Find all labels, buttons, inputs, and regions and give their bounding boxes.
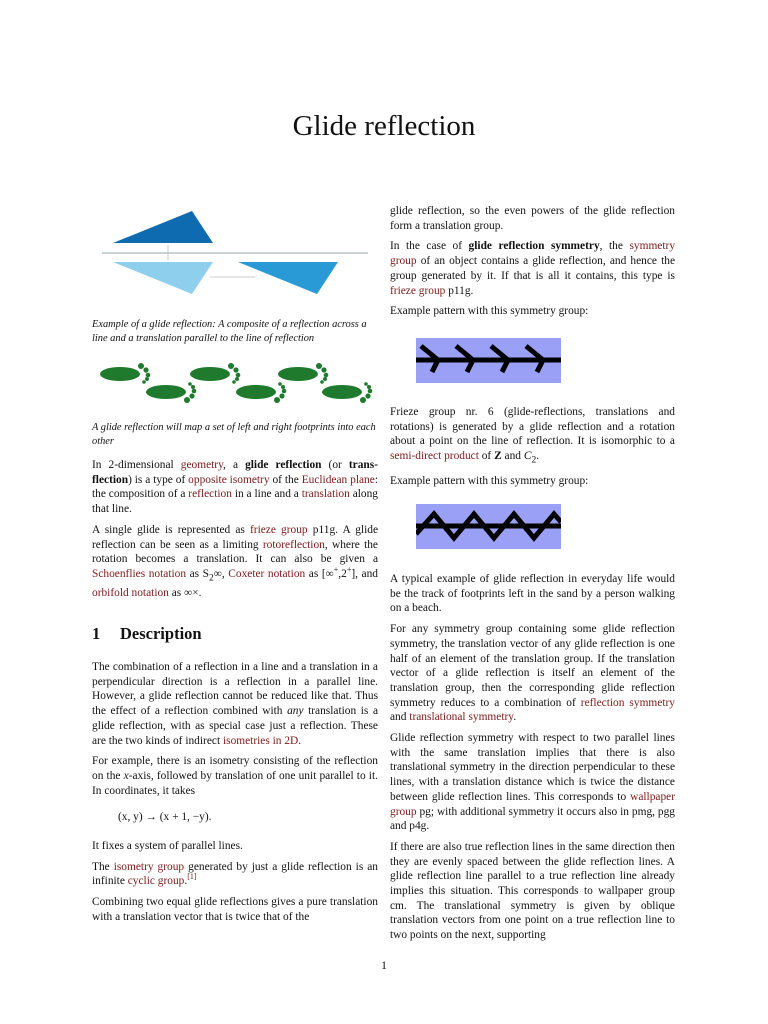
section-heading-description [92, 624, 202, 644]
link-translational-symmetry[interactable]: translational symmetry [409, 711, 514, 724]
link-orbifold-notation[interactable]: orbifold notation [92, 586, 169, 599]
link-euclidean-plane[interactable]: Euclidean plane [301, 473, 375, 486]
frieze-pattern-p11g [416, 338, 561, 383]
footprint-left [322, 382, 372, 403]
link-rotoreflection[interactable]: rotoreflection [262, 538, 325, 551]
link-reflection[interactable]: reflection [188, 488, 232, 501]
right-paragraph-6: Glide reflection symmetry with respect to two parallel lines with the same translation implies that there is also translational symmetry in the direction perpendicular to these lines, with a translation distance which is twice the distance between glide reflection lines. This corresponds to wallpaper group pg; with additional symmetry it occurs also in pmg, pgg and p4g. [390, 732, 675, 833]
description-paragraph-5: Combining two equal glide reflections gives a pure translation with a translation vector that is twice that of the [92, 896, 378, 923]
link-frieze-group[interactable]: frieze group [250, 523, 308, 536]
translated-triangle [238, 262, 338, 294]
right-column-text-bottom [390, 572, 675, 949]
original-triangle [113, 211, 213, 243]
link-schoenflies-notation[interactable]: Schoenflies notation [92, 567, 187, 580]
right-paragraph-4: A typical example of glide reflection in everyday life would be the track of footprints left in the sand by a person walking on a beach. [390, 573, 675, 615]
right-paragraph-7: If there are also true reflection lines in the same direction then they are evenly spaced between the glide reflection lines. A glide reflection line parallel to a true reflection line already implies this situation. This corresponds to wallpaper group cm. The translational symmetry is given by oblique translation vectors from one point on a true reflection line to two points on the next, supporting [390, 840, 675, 942]
description-paragraph-1: The combination of a reflection in a line and a translation in a perpendicular direction is a reflection in a parallel line. However, a glide reflection cannot be reduced like that. Thus the effect of a reflection combined with any translation is a glide reflection, with as special case just a reflection. These are the two kinds of indirect isometries in 2D. [92, 661, 378, 747]
link-geometry[interactable]: geometry [180, 459, 224, 471]
link-coxeter-notation[interactable]: Coxeter notation [228, 567, 306, 580]
description-paragraph-3: It fixes a system of parallel lines. [92, 840, 243, 853]
description-text [92, 660, 378, 931]
page-number: 1 [381, 958, 387, 972]
link-isometries-in-2d[interactable]: isometries in 2D [222, 734, 299, 747]
intro-text [92, 458, 378, 607]
intro-paragraph-2: A single glide is represented as frieze group p11g. A glide reflection can be seen as a limiting rotoreflection, where the rotation becomes a translation. It can also be given a Schoenflies notation as $S_2\infty$, Coxeter notation as [∞+,2+], and orbifold notation as ∞×. [92, 523, 379, 599]
footprint-right [100, 363, 150, 384]
footprints-diagram [96, 358, 386, 410]
right-paragraph-1: glide reflection, so the even powers of the glide reflection form a translation group. [390, 205, 675, 232]
footprint-left [236, 382, 286, 403]
right-paragraph-5: For any symmetry group containing some glide reflection symmetry, the translation vector of any glide reflection is one half of an element of the translation group. If the translation vector of a glide reflection is itself an element of the translation group, then the corresponding glide reflection symmetry reduces to a combination of reflection symmetry and translational symmetry. [390, 623, 675, 724]
right-paragraph-2: In the case of glide reflection symmetry, the symmetry group of an object contains a glide reflection, and hence the group generated by it. If that is all it contains, this type is frieze group p11g. [390, 240, 676, 297]
right-column-text-mid [390, 405, 675, 495]
link-wallpaper-group[interactable]: wallpaper group [390, 790, 675, 818]
frieze-pattern-p2mg [416, 504, 561, 549]
pattern-2-label: Example pattern with this symmetry group: [390, 475, 589, 488]
right-column-text-top [390, 204, 675, 325]
pattern-1-label: Example pattern with this symmetry group: [390, 305, 589, 318]
link-symmetry-group[interactable]: symmetry group [390, 240, 676, 268]
figure-2-caption: A glide reflection will map a set of left and right footprints into each other [92, 422, 376, 447]
link-translation[interactable]: translation [301, 488, 350, 501]
intro-paragraph-1: In 2-dimensional geometry, a glide reflection (or trans-flection) is a type of opposite isometry of the Euclidean plane: the composition of a reflection in a line and a translation along that line. [92, 459, 378, 516]
footprint-right [278, 363, 328, 384]
figure-1-caption: Example of a glide reflection: A composite of a reflection across a line and a translation parallel to the line of reflection [92, 319, 367, 344]
footprint-left [146, 382, 196, 403]
link-semi-direct-product[interactable]: semi-direct product [390, 450, 479, 463]
math-formula: (x, y) → (x + 1, −y). [118, 811, 212, 824]
footprint-right [190, 363, 240, 384]
section-number: 1 [92, 624, 101, 643]
link-frieze-group-2[interactable]: frieze group [390, 284, 446, 297]
page-title: Glide reflection [292, 110, 476, 142]
link-reflection-symmetry[interactable]: reflection symmetry [580, 696, 675, 709]
reflected-triangle [113, 262, 213, 294]
right-paragraph-3: Frieze group nr. 6 (glide-reflections, translations and rotations) is generated by a glide reflection and a rotation about a point on the line of reflection. It is isomorphic to a semi-direct product of Z and $C_2$. [390, 406, 675, 466]
section-title: Description [120, 624, 202, 643]
description-paragraph-2: For example, there is an isometry consisting of the reflection on the x-axis, followed by translation of one unit parallel to it. In coordinates, it takes [92, 755, 378, 797]
link-isometry-group[interactable]: isometry group [113, 860, 185, 873]
description-paragraph-4: The isometry group generated by just a glide reflection is an infinite cyclic group.[1] [92, 860, 378, 888]
citation-1[interactable]: [1] [187, 872, 197, 882]
link-opposite-isometry[interactable]: opposite isometry [188, 473, 270, 486]
link-cyclic-group[interactable]: cyclic group [127, 875, 185, 888]
glide-reflection-diagram [100, 205, 370, 300]
